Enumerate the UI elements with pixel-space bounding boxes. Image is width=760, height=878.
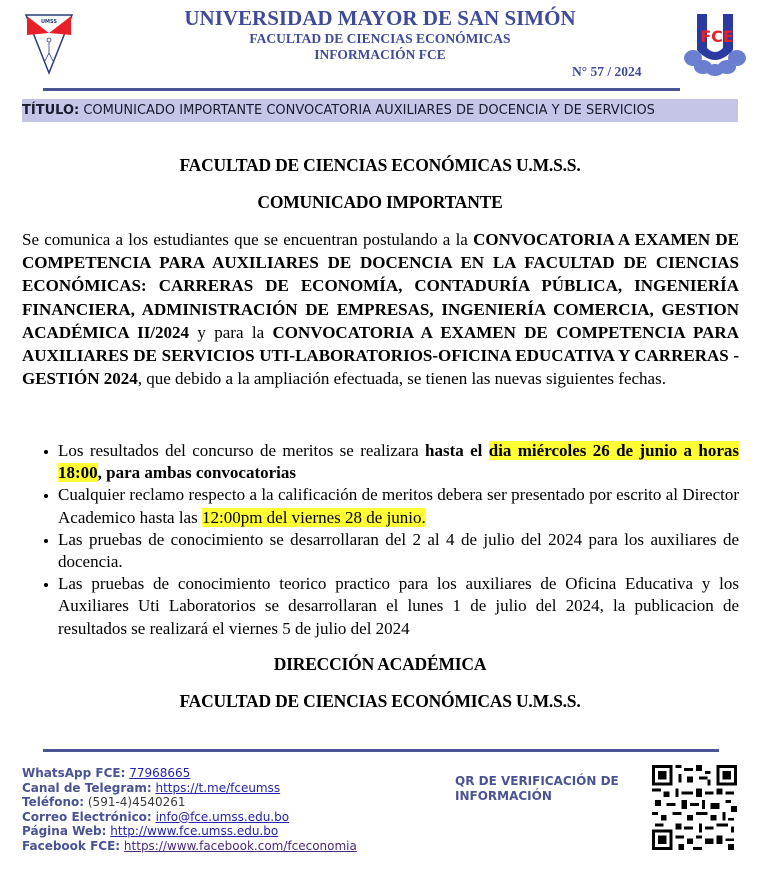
body-bold-2: CONVOCATORIA A EXAMEN DE COMPETENCIA PARA AUXILIARES DE SERVICIOS UTI-LABORATORIOS-OFICINA EDUCATIVA Y CARRERAS - GESTIÓN 2024 (22, 322, 739, 389)
whatsapp-link[interactable]: 77968665 (129, 766, 191, 780)
list-item (22, 529, 739, 573)
list-item-text: Los resultados del concurso de meritos se realizara (58, 441, 426, 460)
qr-label: QR DE VERIFICACIÓN DE INFORMACIÓN (455, 774, 619, 803)
heading-comunicado: COMUNICADO IMPORTANTE (257, 192, 503, 212)
dates-list (22, 440, 739, 640)
web-link[interactable]: http://www.fce.umss.edu.bo (110, 824, 279, 838)
list-item (22, 573, 739, 640)
list-item-text: Las pruebas de conocimiento teorico practico para los auxiliares de Oficina Educativa y los Auxiliares Uti Laboratorios se desarrollaran el lunes 1 de julio del 2024, la publicacion de resultados se realizará el viernes 5 de julio del 2024 (58, 574, 739, 638)
university-name: UNIVERSIDAD MAYOR DE SAN SIMÓN (184, 6, 576, 30)
list-item-highlight: dia miércoles 26 de junio a horas 18:00 (58, 441, 740, 483)
list-item-text: Las pruebas de conocimiento se desarrollaran del 2 al 4 de julio del 2024 para los auxiliares de docencia. (58, 529, 739, 572)
heading-direccion: DIRECCIÓN ACADÉMICA (273, 654, 487, 674)
list-item-highlight: 12:00pm del viernes 28 de junio. (201, 507, 426, 527)
header-divider (43, 88, 680, 91)
telegram-label: Canal de Telegram: (22, 780, 152, 795)
phone-label: Teléfono: (22, 795, 85, 809)
list-item-bold: , para ambas convocatorias (97, 463, 296, 483)
web-row (22, 824, 357, 839)
document-number: N° 57 / 2024 (572, 64, 642, 79)
title-label: TÍTULO: (22, 103, 80, 118)
list-item (22, 440, 739, 484)
title-bar (22, 99, 738, 122)
list-item-bold: hasta el (425, 441, 489, 460)
whatsapp-label: WhatsApp FCE: (22, 766, 126, 780)
phone-value: (591-4)4540261 (87, 795, 186, 809)
phone-row (22, 795, 357, 810)
facebook-label: Facebook FCE: (22, 838, 121, 853)
email-link[interactable]: info@fce.umss.edu.bo (155, 809, 290, 824)
facebook-row (22, 839, 357, 854)
body-text-2: y para la (189, 322, 273, 342)
email-label: Correo Electrónico: (22, 809, 152, 824)
facebook-link[interactable]: https://www.facebook.com/fceconomia (123, 838, 357, 853)
list-item-text: Cualquier reclamo respecto a la calificación de meritos debera ser presentado por escrito al Director Academico hasta las (58, 485, 739, 527)
whatsapp-row (22, 766, 357, 781)
heading-faculty-signature: FACULTAD DE CIENCIAS ECONÓMICAS U.M.S.S. (179, 691, 581, 711)
heading-faculty: FACULTAD DE CIENCIAS ECONÓMICAS U.M.S.S. (179, 155, 581, 175)
qr-code-icon[interactable] (652, 765, 737, 850)
telegram-row (22, 781, 357, 796)
faculty-name: FACULTAD DE CIENCIAS ECONÓMICAS (249, 31, 511, 46)
body-text-1: Se comunica a los estudiantes que se encuentran postulando a la (22, 230, 474, 249)
fce-logo-text: FCE (700, 27, 734, 46)
web-label: Página Web: (22, 824, 107, 838)
list-item (22, 484, 739, 528)
body-bold-1: CONVOCATORIA A EXAMEN DE COMPETENCIA PARA AUXILIARES DE DOCENCIA EN LA FACULTAD DE CIENCIAS ECONÓMICAS: CARRERAS DE ECONOMÍA, CONTADURÍA PÚBLICA, INGENIERÍA FINANCIERA, ADMINISTRACIÓN DE EMPRESAS, INGENIERÍA COMERCIA, GESTION ACADÉMICA II/2024 (22, 230, 739, 342)
body-text-3: , que debido a la ampliación efectuada, se tienen las nuevas siguientes fechas. (137, 369, 666, 389)
title-text: COMUNICADO IMPORTANTE CONVOCATORIA AUXILIARES DE DOCENCIA Y DE SERVICIOS (83, 103, 655, 118)
info-subtitle: INFORMACIÓN FCE (314, 47, 446, 62)
email-row (22, 810, 357, 825)
contact-info (22, 766, 357, 853)
footer-divider (43, 749, 719, 752)
umss-logo-text: UMSS (40, 19, 58, 25)
telegram-link[interactable]: https://t.me/fceumss (155, 780, 281, 795)
body-paragraph (22, 228, 739, 390)
